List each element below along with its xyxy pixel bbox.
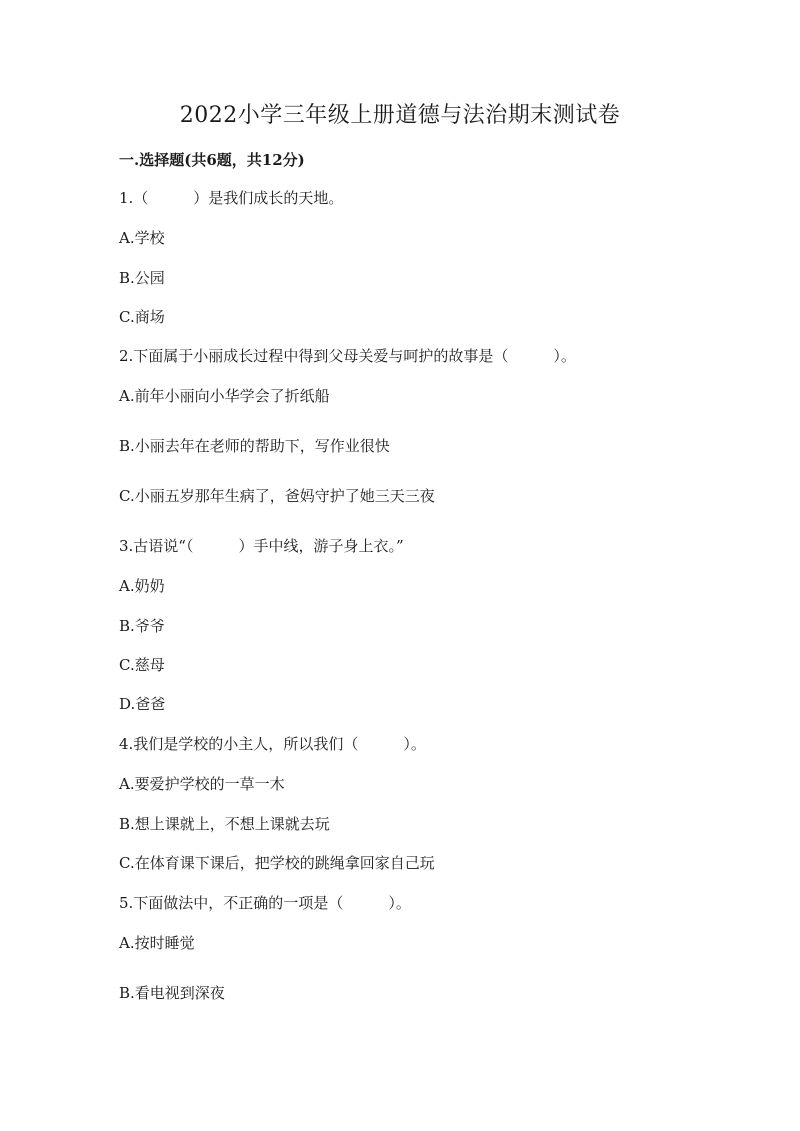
- question-5-stem: 5.下面做法中，不正确的一项是（ ）。: [119, 894, 411, 912]
- question-3-option-d: D.爸爸: [119, 695, 166, 713]
- question-4-option-b: B.想上课就上，不想上课就去玩: [119, 815, 330, 833]
- question-1-option-c: C.商场: [119, 308, 165, 326]
- question-3-option-b: B.爷爷: [119, 617, 165, 635]
- question-3-option-c: C.慈母: [119, 656, 165, 674]
- question-5-option-b: B.看电视到深夜: [119, 984, 225, 1002]
- question-3-option-a: A.奶奶: [119, 577, 165, 595]
- question-4-option-a: A.要爱护学校的一草一木: [119, 775, 285, 793]
- question-4-stem: 4.我们是学校的小主人，所以我们（ ）。: [119, 735, 426, 753]
- document-title: 2022小学三年级上册道德与法治期末测试卷: [179, 103, 621, 128]
- question-1-option-a: A.学校: [119, 229, 165, 247]
- question-2-option-a: A.前年小丽向小华学会了折纸船: [119, 387, 330, 405]
- question-1-option-b: B.公园: [119, 269, 165, 287]
- question-4-option-c: C.在体育课下课后，把学校的跳绳拿回家自己玩: [119, 854, 435, 872]
- question-2-stem: 2.下面属于小丽成长过程中得到父母关爱与呵护的故事是（ ）。: [119, 347, 576, 365]
- question-5-option-a: A.按时睡觉: [119, 934, 195, 952]
- question-1-stem: 1.（ ）是我们成长的天地。: [119, 189, 344, 207]
- question-3-stem: 3.古语说“（ ）手中线，游子身上衣。”: [119, 537, 404, 555]
- section-heading: 一.选择题(共6题，共12分): [119, 151, 305, 169]
- question-2-option-b: B.小丽去年在老师的帮助下，写作业很快: [119, 437, 390, 455]
- question-2-option-c: C.小丽五岁那年生病了，爸妈守护了她三天三夜: [119, 487, 435, 505]
